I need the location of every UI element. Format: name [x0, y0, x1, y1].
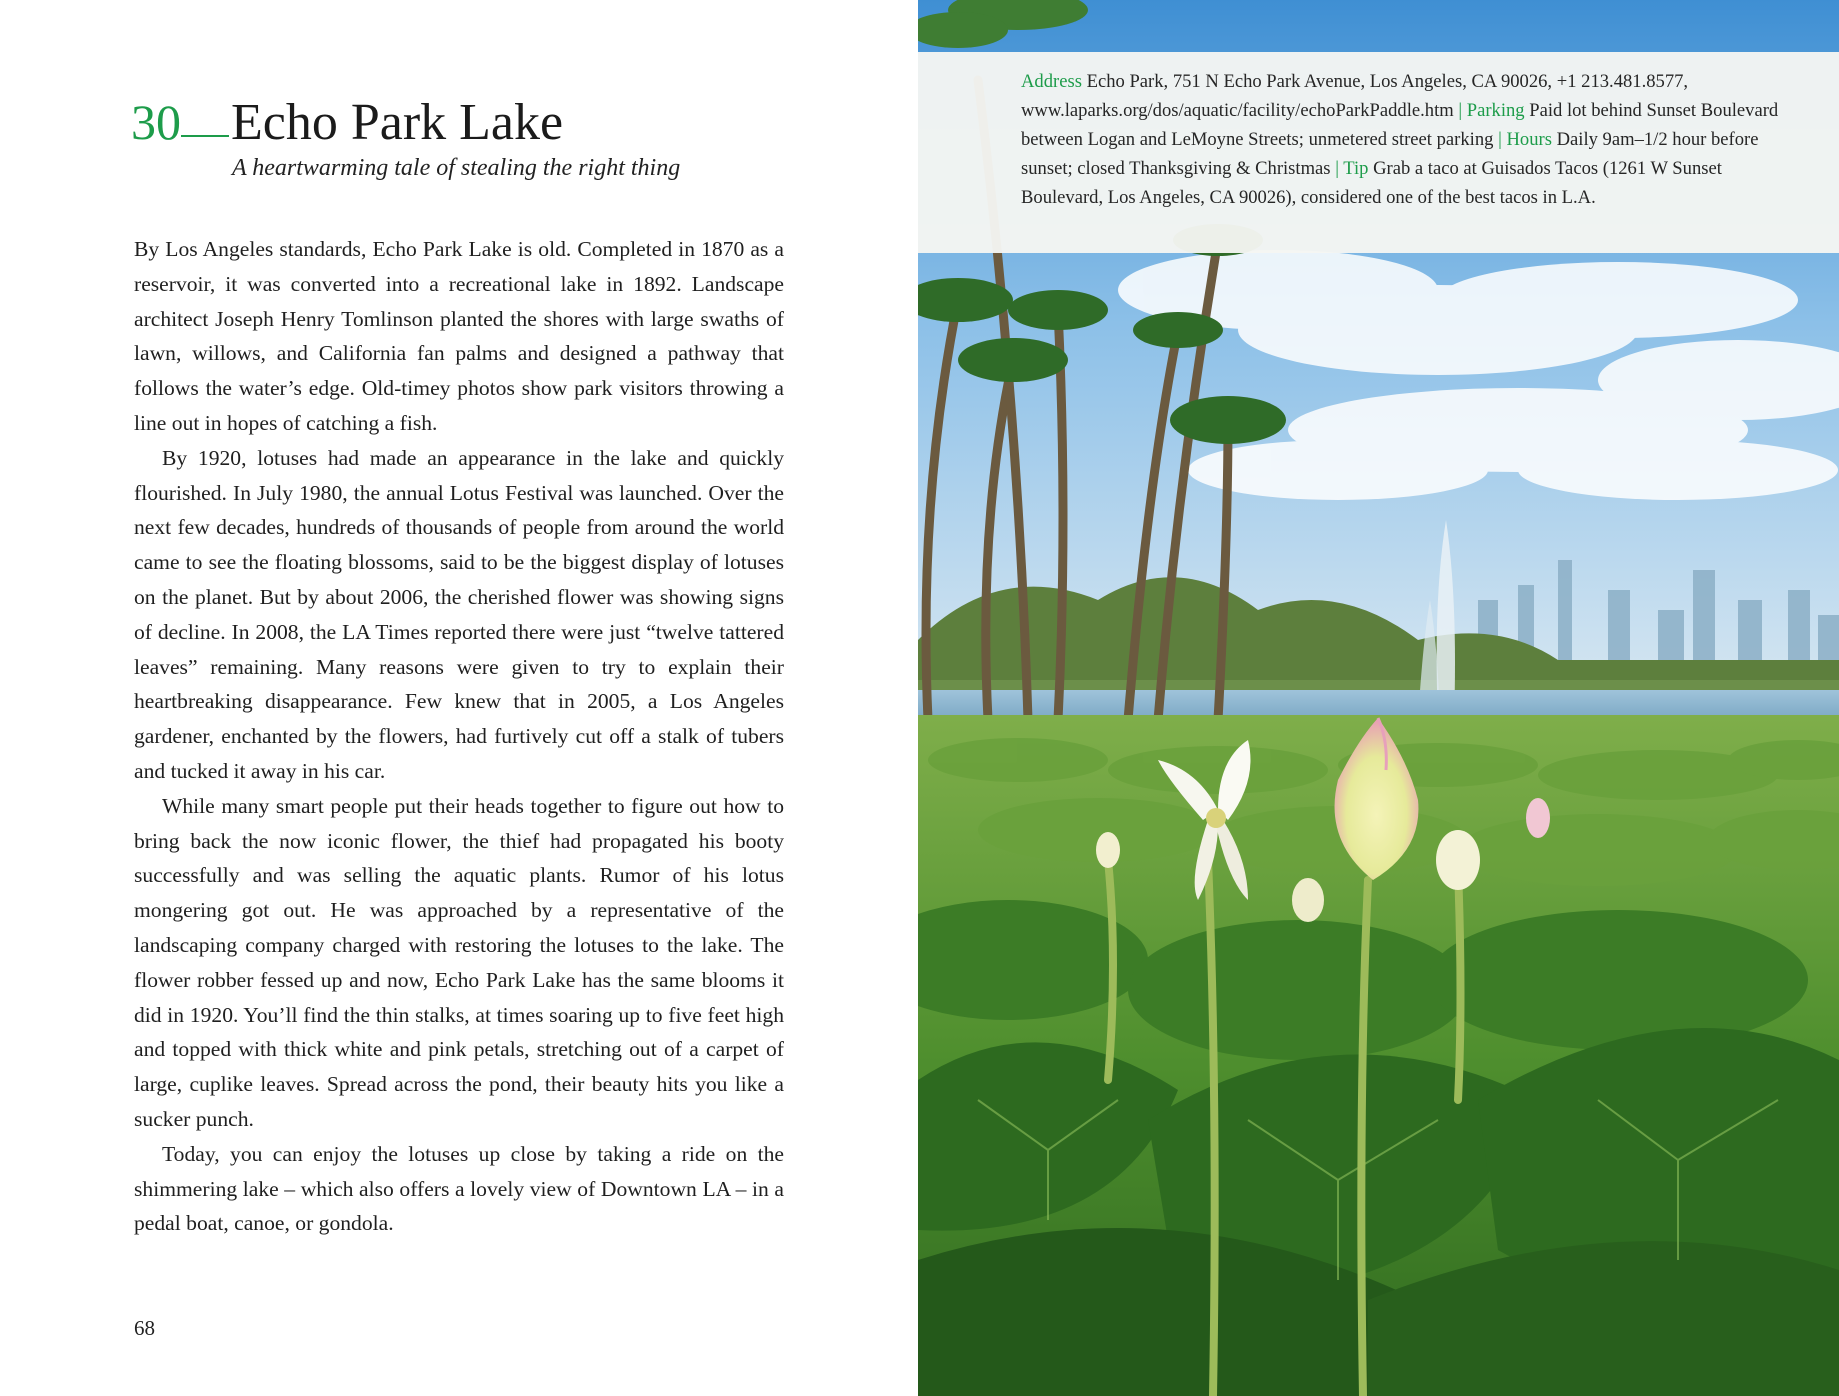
page-title: Echo Park Lake [231, 94, 564, 151]
tip-label: Tip [1343, 158, 1369, 179]
body-paragraph: While many smart people put their heads together to figure out how to bring back the now iconic flower, the thief had propagated his booty successfully and was selling the aquatic plants. Rumor of his lotus mongering got out. He was approached by a representative of the landscaping company charged with restoring the lotuses to the lake. The flower robber fessed up and now, Echo Park Lake has the same blooms it did in 1920. You’ll find the thin stalks, at times soaring up to five feet high and topped with thick white and pink petals, stretching out of a carpet of large, cuplike leaves. Spread across the pond, their beauty hits you like a sucker punch. [134, 793, 784, 1131]
body-paragraph: Today, you can enjoy the lotuses up close by taking a ride on the shimmering lake – which also offers a lovely view of Downtown LA – in a pedal boat, canoe, or gondola. [134, 1141, 784, 1236]
right-page [918, 0, 1839, 1396]
article-body [134, 232, 784, 1241]
parking-label: Parking [1466, 100, 1525, 121]
hours-value: Daily 9am–1/2 hour before sunset; closed Thanksgiving & Christmas [1021, 129, 1759, 179]
parking-value: Paid lot behind Sunset Boulevard between Logan and LeMoyne Streets; unmetered street parking [1021, 100, 1779, 150]
body-paragraph: By Los Angeles standards, Echo Park Lake is old. Completed in 1870 as a reservoir, it was converted into a recreational lake in 1892. Landscape architect Joseph Henry Tomlinson planted the shores with large swaths of lawn, willows, and California fan palms and designed a pathway that follows the water’s edge. Old-timey photos show park visitors throwing a line out in hopes of catching a fish. [134, 237, 784, 435]
tip-value: Grab a taco at Guisados Tacos (1261 W Sunset Boulevard, Los Angeles, CA 90026), considered one of the best tacos in L.A. [1021, 158, 1722, 208]
info-separator: | [1458, 100, 1463, 121]
page-subtitle: A heartwarming tale of stealing the right thing [232, 155, 681, 181]
page-number: 68 [134, 1316, 155, 1340]
body-paragraph: By 1920, lotuses had made an appearance in the lake and quickly flourished. In July 1980, the annual Lotus Festival was launched. Over the next few decades, hundreds of thousands of people from around the world came to see the floating blossoms, said to be the biggest display of lotuses on the planet. But by about 2006, the cherished flower was showing signs of decline. In 2008, the LA Times reported there were just “twelve tattered leaves” remaining. Many reasons were given to try to explain their heartbreaking disappearance. Few knew that in 2005, a Los Angeles gardener, enchanted by the flowers, had furtively cut off a stalk of tubers and tucked it away in his car. [134, 445, 784, 783]
address-label: Address [1021, 71, 1082, 92]
info-separator: | [1498, 129, 1502, 150]
entry-heading [131, 92, 563, 153]
visitor-info-box [918, 52, 1839, 253]
info-separator: | [1335, 158, 1339, 179]
visitor-info-text [1021, 67, 1786, 212]
hours-label: Hours [1506, 129, 1552, 150]
title-rule [181, 135, 229, 137]
left-page [0, 0, 918, 1396]
address-value: Echo Park, 751 N Echo Park Avenue, Los Angeles, CA 90026, +1 213.481.8577, www.laparks.org/dos/aquatic/facility/echoParkPaddle.htm [1021, 71, 1689, 121]
entry-number: 30 [131, 94, 181, 150]
